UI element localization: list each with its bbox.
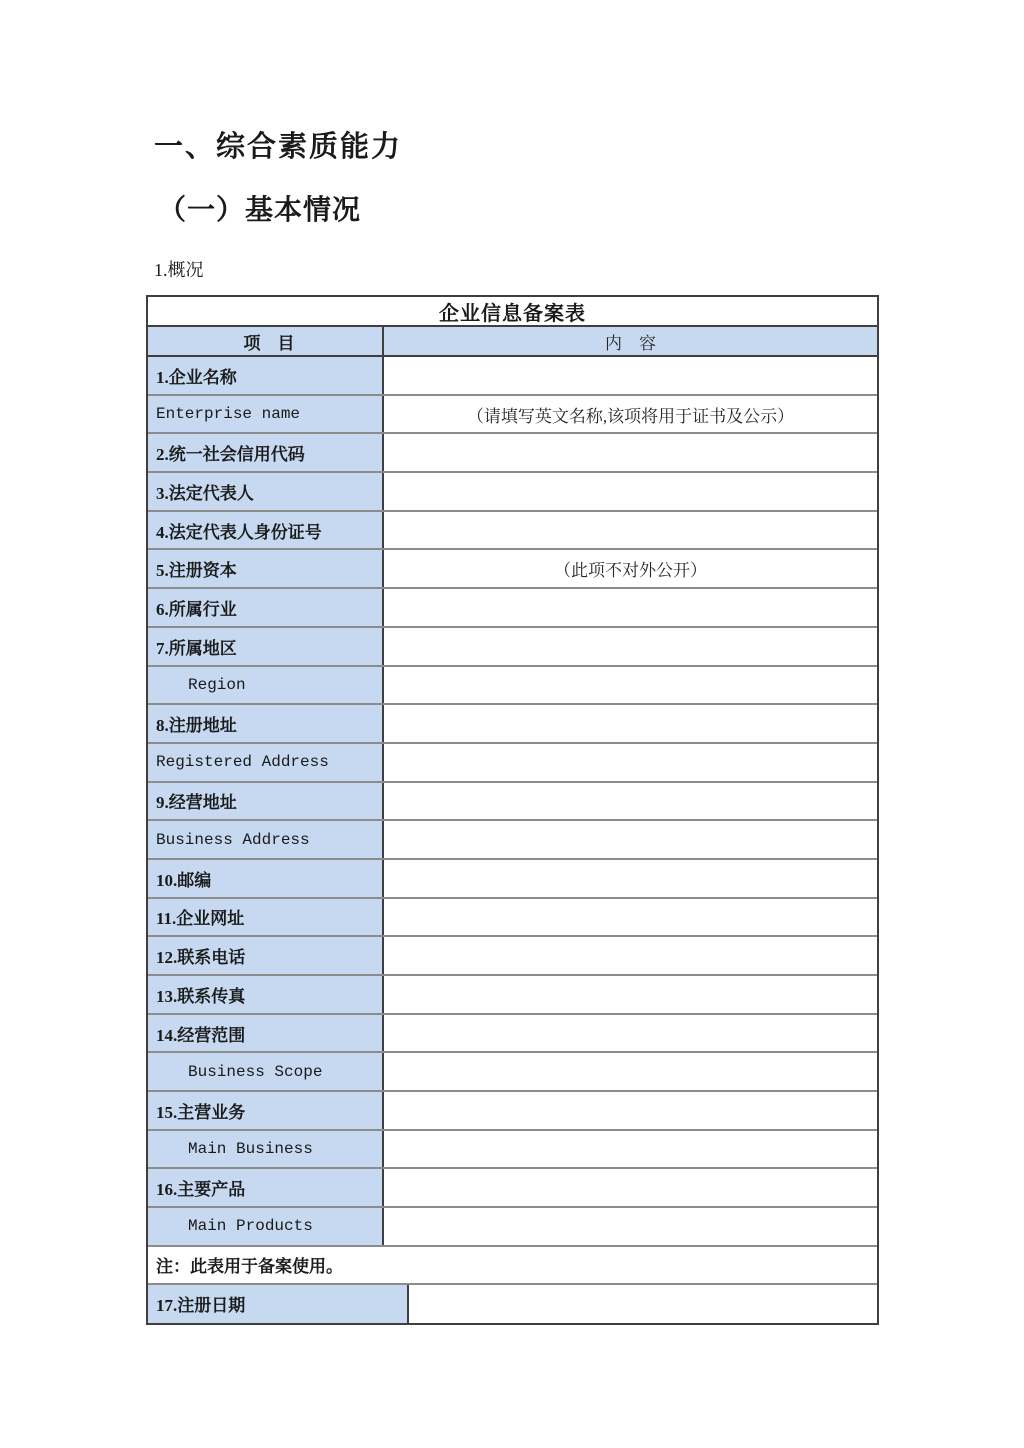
content-cell — [384, 1053, 877, 1090]
item-label-cell: 6.所属行业 — [148, 589, 384, 626]
item-label-cell: 3.法定代表人 — [148, 473, 384, 510]
item-label-cell: 5.注册资本 — [148, 550, 384, 587]
table-row — [148, 396, 877, 435]
table-row — [148, 357, 877, 396]
table-row — [148, 705, 877, 744]
content-cell — [384, 705, 877, 742]
table-body — [148, 357, 877, 1247]
content-cell — [384, 589, 877, 626]
table-row — [148, 589, 877, 628]
table-row — [148, 628, 877, 667]
content-cell — [384, 1208, 877, 1245]
item-label-cell: 7.所属地区 — [148, 628, 384, 665]
section-heading-2: （一）基本情况 — [158, 194, 362, 225]
content-cell: （此项不对外公开） — [554, 561, 707, 581]
table-row-registration-date — [148, 1285, 877, 1323]
content-cell — [384, 937, 877, 974]
content-cell — [384, 860, 877, 897]
header-content-cell: 内 容 — [605, 333, 656, 353]
content-cell — [384, 628, 877, 665]
item-label-cell: 15.主营业务 — [148, 1092, 384, 1129]
content-cell — [384, 434, 877, 471]
item-label-cell: Registered Address — [148, 744, 384, 781]
content-cell — [384, 821, 877, 858]
table-row — [148, 937, 877, 976]
header-item-cell: 项 目 — [148, 327, 384, 355]
content-cell: （请填写英文名称,该项将用于证书及公示） — [466, 406, 795, 426]
table-note-row — [148, 1247, 877, 1285]
content-cell — [384, 357, 877, 394]
section-heading-1: 一、综合素质能力 — [154, 131, 403, 163]
table-row — [148, 976, 877, 1015]
content-cell — [384, 667, 877, 704]
document-body — [146, 130, 879, 1325]
table-row — [148, 860, 877, 899]
content-cell — [384, 744, 877, 781]
item-label-cell: 14.经营范围 — [148, 1015, 384, 1052]
table-row — [148, 899, 877, 938]
table-row — [148, 1015, 877, 1054]
item-label-cell: Business Address — [148, 821, 384, 858]
content-cell — [409, 1285, 877, 1323]
content-cell — [384, 1131, 877, 1168]
item-label-cell: 17.注册日期 — [148, 1285, 409, 1323]
table-row — [148, 1053, 877, 1092]
table-row — [148, 512, 877, 551]
content-cell — [384, 512, 877, 549]
item-label-cell: Business Scope — [148, 1053, 384, 1090]
table-title: 企业信息备案表 — [439, 302, 586, 325]
content-cell — [384, 783, 877, 820]
table-row — [148, 1131, 877, 1170]
item-label-cell: 8.注册地址 — [148, 705, 384, 742]
item-label-cell: 2.统一社会信用代码 — [148, 434, 384, 471]
table-row — [148, 744, 877, 783]
table-row — [148, 821, 877, 860]
table-row — [148, 1169, 877, 1208]
table-row — [148, 783, 877, 822]
item-label-cell: 13.联系传真 — [148, 976, 384, 1013]
enterprise-info-table — [146, 295, 879, 1325]
item-label-cell: 4.法定代表人身份证号 — [148, 512, 384, 549]
item-label-cell: 11.企业网址 — [148, 899, 384, 936]
table-row — [148, 473, 877, 512]
table-row — [148, 1092, 877, 1131]
content-cell — [384, 976, 877, 1013]
item-label-cell: 1.企业名称 — [148, 357, 384, 394]
item-label-cell: Main Business — [148, 1131, 384, 1168]
table-row — [148, 1208, 877, 1247]
table-row — [148, 550, 877, 589]
content-cell — [384, 473, 877, 510]
item-label-cell: Region — [148, 667, 384, 704]
item-label-cell: 12.联系电话 — [148, 937, 384, 974]
table-header-row — [148, 327, 877, 357]
item-label-cell: 16.主要产品 — [148, 1169, 384, 1206]
content-cell — [384, 1015, 877, 1052]
item-label-cell: Enterprise name — [148, 396, 384, 433]
item-label-cell: 9.经营地址 — [148, 783, 384, 820]
content-cell — [384, 899, 877, 936]
subsection-label: 1.概况 — [154, 260, 204, 280]
table-row — [148, 667, 877, 706]
content-cell — [384, 1092, 877, 1129]
table-row — [148, 434, 877, 473]
item-label-cell: 10.邮编 — [148, 860, 384, 897]
content-cell — [384, 1169, 877, 1206]
item-label-cell: Main Products — [148, 1208, 384, 1245]
table-title-row — [148, 297, 877, 327]
table-note: 注：此表用于备案使用。 — [156, 1257, 343, 1277]
